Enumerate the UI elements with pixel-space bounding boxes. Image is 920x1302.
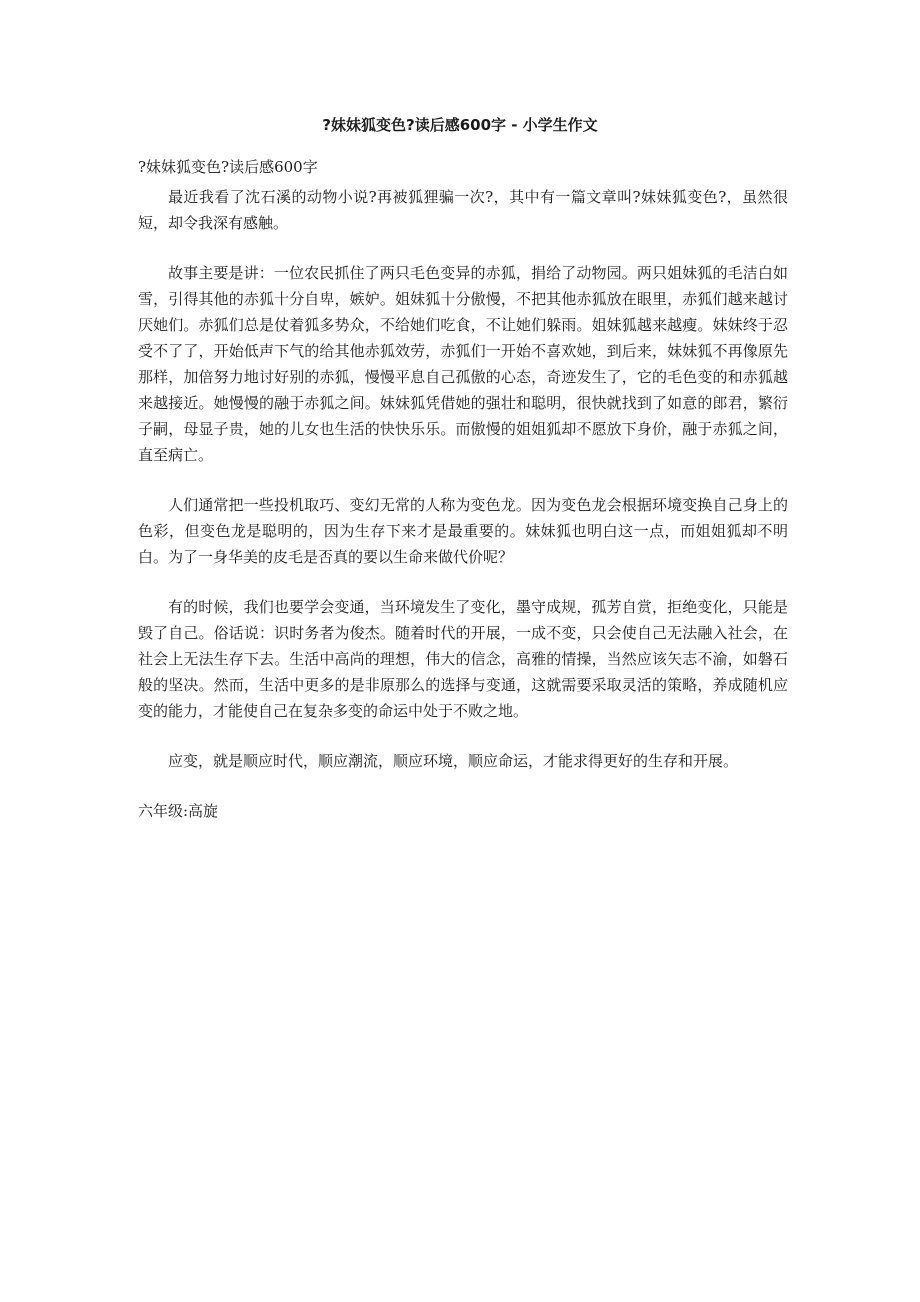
paragraph-story: 故事主要是讲：一位农民抓住了两只毛色变异的赤狐，捐给了动物园。两只姐妹狐的毛洁白如雪，引得其他的赤狐十分自卑，嫉妒。姐妹狐十分傲慢，不把其他赤狐放在眼里，赤狐们越来越讨厌她们。赤狐们总是仗着狐多势众，不给她们吃食，不让她们躲雨。姐妹狐越来越瘦。妹妹终于忍受不了了，开始低声下气的给其他赤狐效劳，赤狐们一开始不喜欢她，到后来，妹妹狐不再像原先那样，加倍努力地讨好别的赤狐，慢慢平息自己孤傲的心态，奇迹发生了，它的毛色变的和赤狐越来越接近。她慢慢的融于赤狐之间。妹妹狐凭借她的强壮和聪明，很快就找到了如意的郎君，繁衍子嗣，母显子贵，她的儿女也生活的快快乐乐。而傲慢的姐姐狐却不愿放下身价，融于赤狐之间，直至病亡。 xyxy=(138,264,788,464)
page-title: ?妹妹狐变色?读后感600字 - 小学生作文 xyxy=(322,116,598,134)
article-body xyxy=(138,156,788,824)
paragraph-adaptation: 有的时候，我们也要学会变通，当环境发生了变化，墨守成规，孤芳自赏，拒绝变化，只能是毁了自己。俗话说：识时务者为俊杰。随着时代的开展，一成不变，只会使自己无法融入社会，在社会上无法生存下去。生活中高尚的理想，伟大的信念，高雅的情操，当然应该矢志不渝，如磐石般的坚决。然而，生活中更多的是非原那么的选择与变通，这就需要采取灵活的策略，养成随机应变的能力，才能使自己在复杂多变的命运中处于不败之地。 xyxy=(138,598,788,720)
author-line: 六年级:高旋 xyxy=(138,802,219,820)
paragraph-chameleon: 人们通常把一些投机取巧、变幻无常的人称为变色龙。因为变色龙会根据环境变换自己身上的色彩，但变色龙是聪明的，因为生存下来才是最重要的。妹妹狐也明白这一点，而姐姐狐却不明白。为了一身华美的皮毛是否真的要以生命来做代价呢？ xyxy=(138,496,788,566)
article-subtitle: ?妹妹狐变色?读后感600字 xyxy=(138,158,318,176)
paragraph-conclusion: 应变，就是顺应时代，顺应潮流，顺应环境，顺应命运，才能求得更好的生存和开展。 xyxy=(168,752,739,770)
paragraph-intro: 最近我看了沈石溪的动物小说?再被狐狸骗一次?，其中有一篇文章叫?妹妹狐变色?，虽然很短，却令我深有感触。 xyxy=(138,188,788,232)
